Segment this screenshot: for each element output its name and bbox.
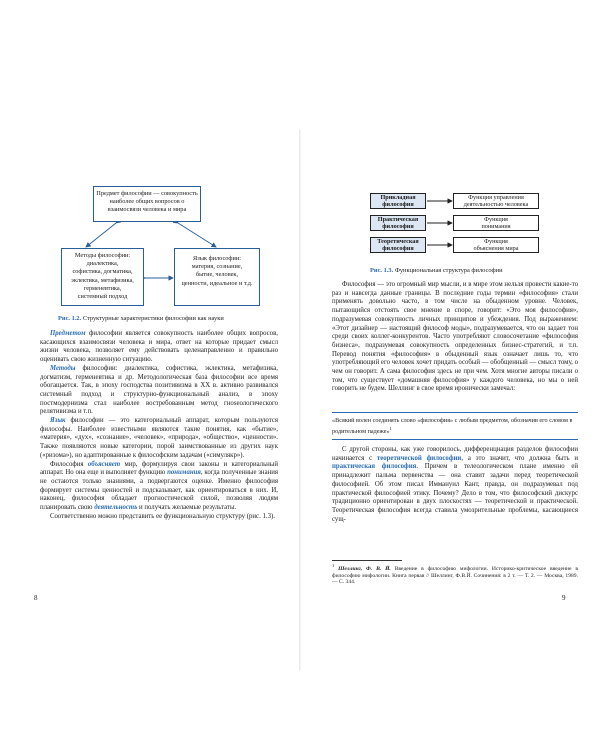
philosophy-structure-diagram [56, 186, 251, 311]
quote-text: «Всякий волен соединять слово «философия» с любым предметом, обозначив его словом в родительном падеже» [332, 417, 573, 435]
box-line: философия [382, 201, 414, 209]
paragraph [40, 365, 278, 417]
methods-line: эклектика, метафизика, [71, 276, 134, 284]
paragraph-text: , а это значит, что должна быть и [461, 454, 578, 462]
quote-footnote-marker: 1 [389, 425, 392, 431]
management-function-box [453, 193, 539, 209]
box-line: Теоретическая [377, 238, 419, 245]
paragraph-text: . Причем в телеологическом плане именно ей принадлежит пальма первенства — она ставит задачи перед теоретической философией. Об этом писал Иммануил Кант, правда, он подразумевал под практической философией этику. Почему? Дело в том, что философский дискурс традиционно ориентирован в двух плоскостях — теоретической и практической. Теоретическая философия всегда ставила умозрительные проблемы, касающиеся сущ- [332, 463, 578, 523]
box-line: понимания [481, 223, 511, 231]
arrow-top-left [86, 223, 116, 247]
term: деятельность [94, 504, 138, 512]
subject-line: Предмет философии — совокупность [96, 190, 198, 197]
left-body-text [40, 330, 278, 521]
paragraph-text: философии является совокупность наиболее общих вопросов, касающихся взаимосвязи человека и мира, ответ на которые придает смысл жизни человека, позволяет ему действовать целенаправленно и правильно оценивать свою жизненную ситуацию. [40, 330, 278, 364]
applied-philosophy-box [370, 193, 426, 209]
box-line: Прикладная [380, 194, 416, 201]
footnote-text: Введение в философию мифологии. Историко-критическое введение в философию мифологии. Книга первая // Шеллинг, Ф.В.Й. Сочинения: в 2 т. — Т. 2. — Москва, 1989. — С. 344. [332, 565, 578, 586]
paragraph [40, 461, 278, 513]
box-line: деятельностью человека [463, 201, 529, 209]
language-line: ценности, идеальное и т.д. [181, 279, 253, 287]
paragraph-text: Философия [50, 460, 88, 468]
methods-line: софистика, догматика, [72, 268, 133, 276]
subject-line: взаимосвязи человека и мира [107, 206, 187, 214]
paragraph: Соответственно можно представить ее функциональную структуру (рис. 1.3). [50, 512, 275, 520]
figure-title: Функциональная структура философии [393, 267, 503, 274]
methods-line: Методы философии: [74, 252, 131, 259]
language-line: Язык философии: [193, 255, 241, 262]
subject-line: наиболее общих вопросов о [109, 198, 185, 206]
box-line: Функция [484, 238, 508, 245]
paragraph [40, 417, 278, 461]
methods-line: диалектика, [86, 260, 119, 268]
term: понимания [167, 469, 201, 477]
figure-number: Рис. 1.2. [58, 315, 82, 322]
practical-philosophy-box [370, 215, 426, 231]
figure-title: Структурные характеристики философии как науки [81, 315, 224, 322]
box-line: философия [382, 245, 414, 253]
footnote-marker: 1 [332, 563, 335, 568]
functional-structure-diagram [370, 193, 560, 263]
theoretical-philosophy-box [370, 237, 426, 253]
arrow-top-right [178, 223, 216, 247]
language-line: бытие, человек, [195, 271, 239, 279]
paragraph-text: , когда полученные знания не остаются только знаниями, а подвергаются оценке. Именно философия формирует системы ценностей и подсказывает, как ориентироваться в них. И, наконец, философия обладает прогностической силой, позволяя людям планировать свою [40, 469, 278, 512]
box-line: Функция управления [468, 194, 524, 201]
paragraph-text: философии — это категориальный аппарат, которым пользуются философы. Наиболее известными являются такие понятия, как «бытие», «материя», «дух», «сознание», «человек», «природа», «общество», «ценности». Также появляются новые категории, порой заимствованные из других наук («ризома»), но адаптированные к философским задачам («симулякр»). [40, 417, 278, 459]
paragraph [332, 446, 578, 524]
term: Язык [50, 417, 66, 425]
term: практическая философия [332, 463, 417, 471]
right-page [300, 0, 600, 750]
paragraph-text: мир, формулируя свои законы и категориальный аппарат. Но она еще и выполняет функцию [40, 460, 279, 477]
paragraph-text: С другой стороны, как уже говорилось, дифференциация разделов философии начинается с [332, 446, 578, 462]
footnote-author: Шеллинг, Ф. В. Й. [338, 565, 391, 572]
page-number: 8 [34, 594, 38, 602]
box-line: объяснения мира [473, 245, 519, 253]
term: теоретической философии [376, 454, 462, 462]
page-number: 9 [562, 594, 566, 602]
footnote [332, 563, 578, 586]
methods-line: системный подход [77, 293, 128, 301]
term: Предметом [50, 330, 86, 337]
schelling-quote [332, 412, 578, 440]
subject-box [93, 186, 201, 222]
right-body-text-bottom [332, 446, 578, 524]
explanation-function-box [453, 237, 539, 253]
methods-line: герменевтика, [83, 284, 122, 292]
box-line: философия [382, 223, 414, 231]
footnote-divider [332, 560, 402, 561]
right-body-text-top [332, 281, 578, 394]
paragraph: Философия — это огромный мир мысли, и в мире этом нельзя провести какие-то раз и навсегда данные границы. В последние годы термин «философия» стали применять довольно часто, в том числе на обыденном уровне. Человек, пытающийся отстоять свое мнение в споре, говорит: «Это моя философия», подразумевая совокупность личных принципов и убеждения. Под выражением: «Этот дизайнер — настоящий философ моды», подразумевается, что он задает тон среди своих коллег-конкурентов. Часто употребляют словосочетание «философия бизнеса», подразумевая совокупность определенных бизнес-стратегий, и т.п. Перевод понятия «философия» в обыденный язык означает лишь то, что употребляющий его человек хочет придать особый — обобщенный — смысл тому, о чем он говорит. А сама философия здесь не при чем. Хотя многие авторы писали о том, что существует «домашняя философия» у каждого человека, но мы о ней говорить не будем. Шеллинг в свое время иронически замечал: [332, 281, 578, 393]
understanding-function-box [453, 215, 539, 231]
figure-number: Рис. 1.3. [370, 267, 394, 274]
figure-caption [58, 315, 224, 323]
paragraph-text: философии: диалектика, софистика, эклектика, метафизика, догматизм, герменевтика и др. Методологическая база философии все время обогащается. Так, в эпоху господства позитивизма в XX в. активно развивался системный подход и структурно-функциональный анализ, в эпоху постмодернизма стал наиболее востребованным метод гноseологического релятивизма и т.п. [40, 364, 278, 416]
box-line: Практическая [377, 216, 419, 223]
methods-box [61, 248, 144, 306]
box-line: Функция [484, 216, 508, 223]
language-line: материя, сознание, [191, 263, 243, 271]
figure-caption [370, 267, 503, 275]
term: объясняет [87, 460, 121, 468]
term: Методы [50, 364, 76, 372]
language-box [174, 248, 260, 306]
paragraph [40, 330, 278, 365]
paragraph-text: и получать желаемые результаты. [137, 504, 237, 512]
